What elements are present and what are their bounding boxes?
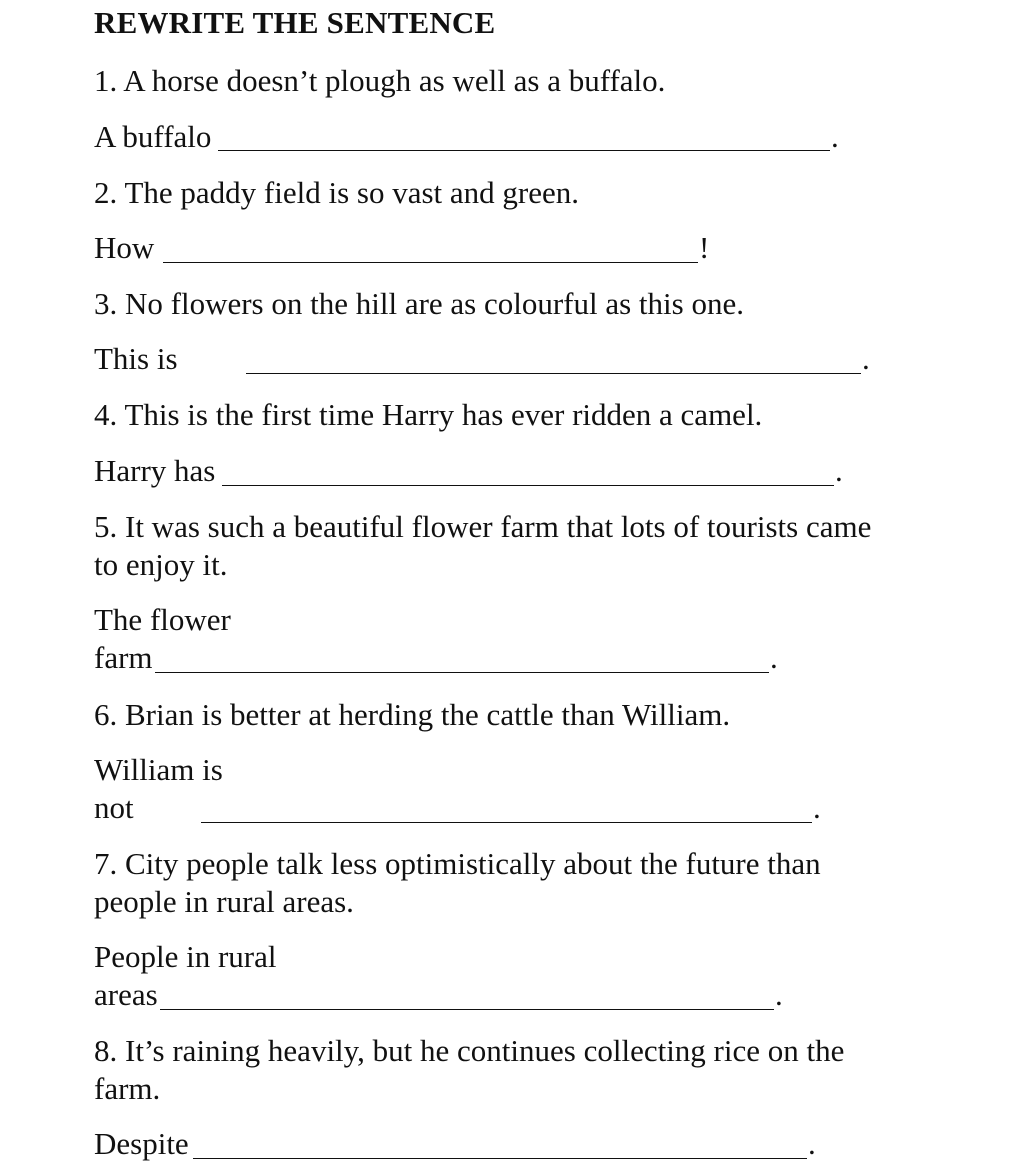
prompt-4: Harry has bbox=[94, 453, 216, 488]
prompt-7-line-2: areas bbox=[94, 977, 158, 1012]
prompt-1: A buffalo bbox=[94, 119, 212, 154]
question-8-line-2: farm. bbox=[94, 1071, 161, 1106]
answer-blank-2[interactable] bbox=[163, 262, 698, 263]
prompt-6-line-1: William is bbox=[94, 752, 223, 787]
answer-blank-3[interactable] bbox=[246, 373, 861, 374]
question-2: 2. The paddy field is so vast and green. bbox=[94, 175, 579, 210]
question-8-line-1: 8. It’s raining heavily, but he continues collecting rice on the bbox=[94, 1033, 845, 1068]
end-punct-2: ! bbox=[699, 230, 710, 265]
end-punct-3: . bbox=[862, 341, 870, 376]
question-5-line-1: 5. It was such a beautiful flower farm that lots of tourists came bbox=[94, 509, 872, 544]
question-4: 4. This is the first time Harry has ever ridden a camel. bbox=[94, 397, 763, 432]
question-6: 6. Brian is better at herding the cattle than William. bbox=[94, 697, 731, 732]
prompt-8: Despite bbox=[94, 1126, 189, 1161]
worksheet-title: REWRITE THE SENTENCE bbox=[94, 5, 496, 40]
end-punct-1: . bbox=[831, 119, 839, 154]
end-punct-5: . bbox=[770, 640, 778, 675]
answer-blank-5[interactable] bbox=[155, 672, 769, 673]
question-1: 1. A horse doesn’t plough as well as a buffalo. bbox=[94, 63, 666, 98]
prompt-3: This is bbox=[94, 341, 178, 376]
prompt-7-line-1: People in rural bbox=[94, 939, 277, 974]
answer-blank-1[interactable] bbox=[218, 150, 830, 151]
prompt-5-line-2: farm bbox=[94, 640, 153, 675]
question-7-line-2: people in rural areas. bbox=[94, 884, 354, 919]
answer-blank-7[interactable] bbox=[160, 1009, 774, 1010]
prompt-6-line-2: not bbox=[94, 790, 134, 825]
answer-blank-4[interactable] bbox=[222, 485, 834, 486]
prompt-2: How bbox=[94, 230, 155, 265]
end-punct-6: . bbox=[813, 790, 821, 825]
end-punct-8: . bbox=[808, 1126, 816, 1161]
question-3: 3. No flowers on the hill are as colourful as this one. bbox=[94, 286, 744, 321]
end-punct-4: . bbox=[835, 453, 843, 488]
question-7-line-1: 7. City people talk less optimistically about the future than bbox=[94, 846, 821, 881]
question-5-line-2: to enjoy it. bbox=[94, 547, 228, 582]
end-punct-7: . bbox=[775, 977, 783, 1012]
prompt-5-line-1: The flower bbox=[94, 602, 231, 637]
answer-blank-6[interactable] bbox=[201, 822, 812, 823]
answer-blank-8[interactable] bbox=[193, 1158, 807, 1159]
